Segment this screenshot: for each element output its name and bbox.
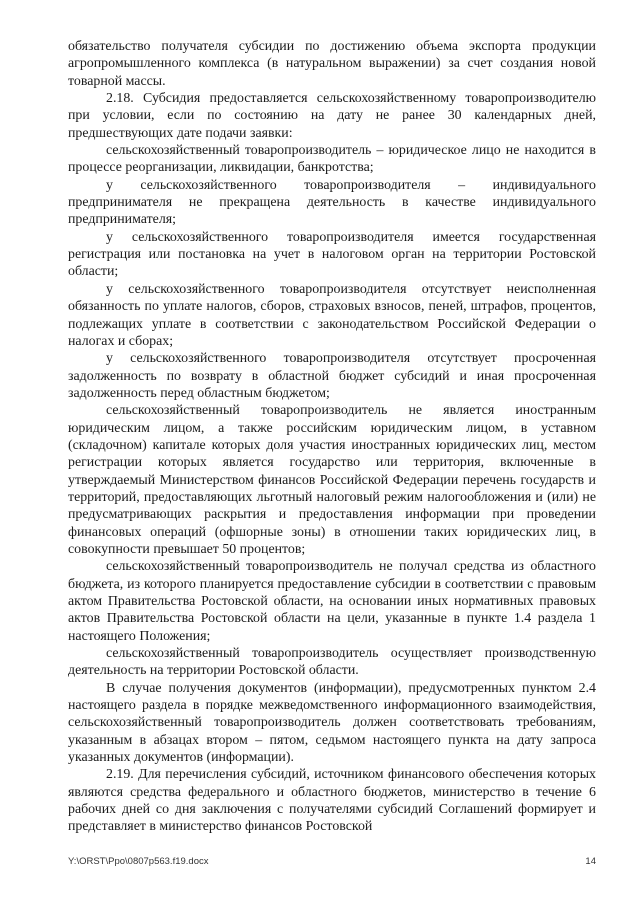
condition-not-reorganizing: сельскохозяйственный товаропроизводитель – юридическое лицо не находится в процессе реорганизации, ликвидации, банкротства; xyxy=(68,143,596,176)
footer-file-path: Y:\ORST\Ppo\0807p563.f19.docx xyxy=(68,856,209,867)
condition-no-budget-debt: у сельскохозяйственного товаропроизводителя отсутствует просроченная задолженность по возврату в областной бюджет субсидий и иная просроченная задолженность перед областным бюджетом; xyxy=(68,351,596,401)
condition-no-tax-debt: у сельскохозяйственного товаропроизводителя отсутствует неисполненная обязанность по уплате налогов, сборов, страховых взносов, пеней, штрафов, процентов, подлежащих уплате в соответствии с законодательством Российской Федерации о налогах и сборах; xyxy=(68,281,596,349)
condition-production-in-region: сельскохозяйственный товаропроизводитель осуществляет производственную деятельность на территории Ростовской области. xyxy=(68,646,596,679)
page-number: 14 xyxy=(585,856,596,867)
paragraph-continuation: обязательство получателя субсидии по достижению объема экспорта продукции агропромышленного комплекса (в натуральном выражении) за счет создания новой товарной массы. xyxy=(68,39,596,89)
paragraph-2-19: 2.19. Для перечисления субсидий, источником финансового обеспечения которых являются средства федерального и областного бюджетов, министерство в течение 6 рабочих дней со дня заключения с получателями субсидий Соглашений формирует и представляет в министерство финансов Ростовской xyxy=(68,767,596,835)
paragraph-interagency-documents: В случае получения документов (информации), предусмотренных пунктом 2.4 настоящего раздела в порядке межведомственного информационного взаимодействия, сельскохозяйственный товаропроизводитель должен соответствовать требованиям, указанным в абзацах втором – пятом, седьмом настоящего пункта на дату запроса указанных документов (информации). xyxy=(68,680,596,766)
condition-no-other-funds: сельскохозяйственный товаропроизводитель не получал средства из областного бюджета, из которого планируется предоставление субсидии в соответствии с правовым актом Правительства Ростовской области, на основании иных нормативных правовых актов Правительства Ростовской области на цели, указанные в пункте 1.4 раздела 1 настоящего Положения; xyxy=(68,559,596,644)
paragraph-2-18: 2.18. Субсидия предоставляется сельскохозяйственному товаропроизводителю при условии, если по состоянию на дату не ранее 30 календарных дней, предшествующих дате подачи заявки: xyxy=(68,91,596,141)
condition-registration: у сельскохозяйственного товаропроизводителя имеется государственная регистрация или постановка на учет в налоговом орган на территории Ростовской области; xyxy=(68,229,596,280)
condition-activity-not-stopped: у сельскохозяйственного товаропроизводителя – индивидуального предпринимателя не прекращена деятельность в качестве индивидуального предпринимателя; xyxy=(68,177,596,228)
condition-not-foreign-entity: сельскохозяйственный товаропроизводитель не является иностранным юридическим лицом, а также российским юридическим лицом, в уставном (складочном) капитале которых доля участия иностранных юридических лиц, местом регистрации которых является государство или территория, включенные в утверждаемый Министерством финансов Российской Федерации перечень государств и территорий, предоставляющих льготный налоговый режим налогообложения и (или) не предусматривающих раскрытия и предоставления информации при проведении финансовых операций (офшорные зоны) в отношении таких юридических лиц, в совокупности превышает 50 процентов; xyxy=(68,403,596,557)
document-body xyxy=(68,38,596,836)
